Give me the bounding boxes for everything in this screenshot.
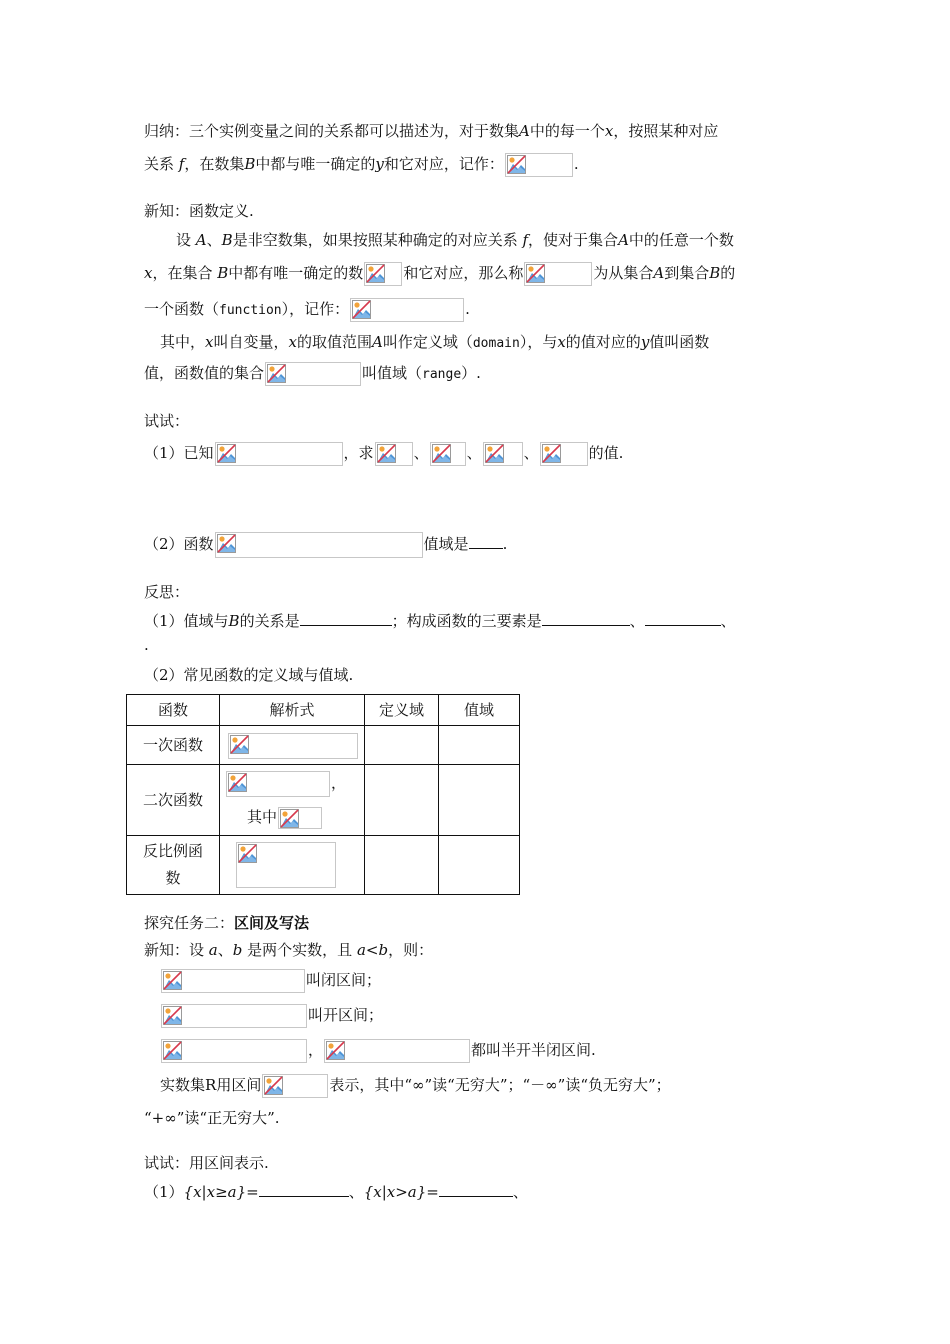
try2-question-1: （1）{x|x≥a}= 、{x|x>a}= 、 [144,1180,528,1203]
broken-image-icon [366,264,385,283]
function-domain-range-table [126,694,520,895]
formula-image-placeholder [262,1074,328,1098]
table-row [127,836,520,895]
broken-image-icon [432,444,451,463]
broken-image-icon [228,773,247,792]
try1-question-1: （1）已知 ，求 、 、 、 的值. [144,442,623,466]
answer-blank [645,609,721,626]
formula-image-placeholder [161,1039,307,1063]
table-cell: 二次函数 [127,765,220,836]
broken-image-icon [377,444,396,463]
try2-title: 试试：用区间表示. [144,1154,269,1172]
formula-image-placeholder [228,733,358,759]
quadratic-formula: ， [225,771,364,797]
broken-image-icon [267,364,286,383]
table-cell [220,726,365,765]
table-cell [365,836,439,895]
newknow-line-3: 一个函数（function），记作： . [144,298,470,322]
formula-image-placeholder [505,153,573,177]
answer-blank [300,609,392,626]
formula-image-placeholder [324,1039,470,1063]
formula-image-placeholder [226,771,330,797]
half-open-interval-line: ， 都叫半开半闭区间. [160,1039,596,1063]
broken-image-icon [163,1006,182,1025]
formula-image-placeholder [161,1004,307,1028]
formula-image-placeholder [375,442,413,466]
broken-image-icon [264,1076,283,1095]
table-header-row [127,695,520,726]
table-cell [439,726,520,765]
table-cell [365,765,439,836]
broken-image-icon [326,1041,345,1060]
formula-image-placeholder [236,842,336,888]
formula-image-placeholder [161,969,305,993]
formula-image-placeholder [350,298,464,322]
broken-image-icon [163,971,182,990]
answer-blank [542,609,630,626]
newknow-line-1: 设 A、B是非空数集，如果按照某种确定的对应关系 f，使对于集合A中的任意一个数 [176,231,734,249]
quadratic-condition: 其中 [225,805,364,829]
induction-line-1: 归纳：三个实例变量之间的关系都可以描述为，对于数集A中的每一个x，按照某种对应 [144,122,719,140]
table-cell: 反比例函数 [127,836,220,895]
task2-title: 探究任务二：区间及写法 [144,914,310,932]
table-cell: 一次函数 [127,726,220,765]
table-header: 定义域 [365,695,439,726]
try1-title: 试试： [144,412,190,430]
broken-image-icon [217,444,236,463]
answer-blank [259,1180,349,1197]
newknow-title: 新知：函数定义. [144,202,254,220]
answer-blank [439,1180,513,1197]
formula-image-placeholder [540,442,588,466]
reflect-line-1-end: . [144,636,149,654]
table-row [127,726,520,765]
broken-image-icon [280,809,299,828]
newknow-line-4: 其中，x叫自变量，x的取值范围A叫作定义域（domain），与x的值对应的y值叫函数 [160,333,710,351]
table-cell [220,765,365,836]
formula-image-placeholder [215,532,423,558]
open-interval-line: 叫开区间； [160,1004,383,1028]
answer-blank [469,532,503,549]
table-header: 值域 [439,695,520,726]
formula-image-placeholder [524,262,592,286]
closed-interval-line: 叫闭区间； [160,969,381,993]
formula-image-placeholder [215,442,343,466]
reflect-line-1: （1）值域与B的关系是 ；构成函数的三要素是 、 、 [144,609,736,632]
table-cell [439,765,520,836]
broken-image-icon [238,844,257,863]
broken-image-icon [352,300,371,319]
table-header: 解析式 [220,695,365,726]
broken-image-icon [542,444,561,463]
table-row [127,765,520,836]
newknow-line-5: 值，函数值的集合 叫值域（range）. [144,362,481,386]
broken-image-icon [230,735,249,754]
broken-image-icon [485,444,504,463]
formula-image-placeholder [364,262,402,286]
table-cell [365,726,439,765]
formula-image-placeholder [430,442,466,466]
table-cell [220,836,365,895]
formula-image-placeholder [278,807,322,829]
try1-question-2: （2）函数 值域是 . [144,532,507,558]
broken-image-icon [163,1041,182,1060]
broken-image-icon [507,155,526,174]
induction-line-2: 关系 f，在数集B中都与唯一确定的y和它对应，记作： . [144,153,579,177]
real-set-line: 实数集R用区间 表示，其中“∞”读“无穷大”；“－∞”读“负无穷大”； [160,1074,671,1098]
task2-intro: 新知：设 a、b 是两个实数，且 a<b，则： [144,941,434,959]
infinity-reading-line: “+∞”读“正无穷大”. [144,1109,280,1127]
broken-image-icon [217,534,236,553]
formula-image-placeholder [265,362,361,386]
newknow-line-2: x，在集合 B中都有唯一确定的数 和它对应，那么称 为从集合A到集合B的 [144,262,735,286]
formula-image-placeholder [483,442,523,466]
reflect-title: 反思： [144,583,190,601]
reflect-line-2: （2）常见函数的定义域与值域. [144,666,354,684]
table-cell [439,836,520,895]
table-header: 函数 [127,695,220,726]
broken-image-icon [526,264,545,283]
